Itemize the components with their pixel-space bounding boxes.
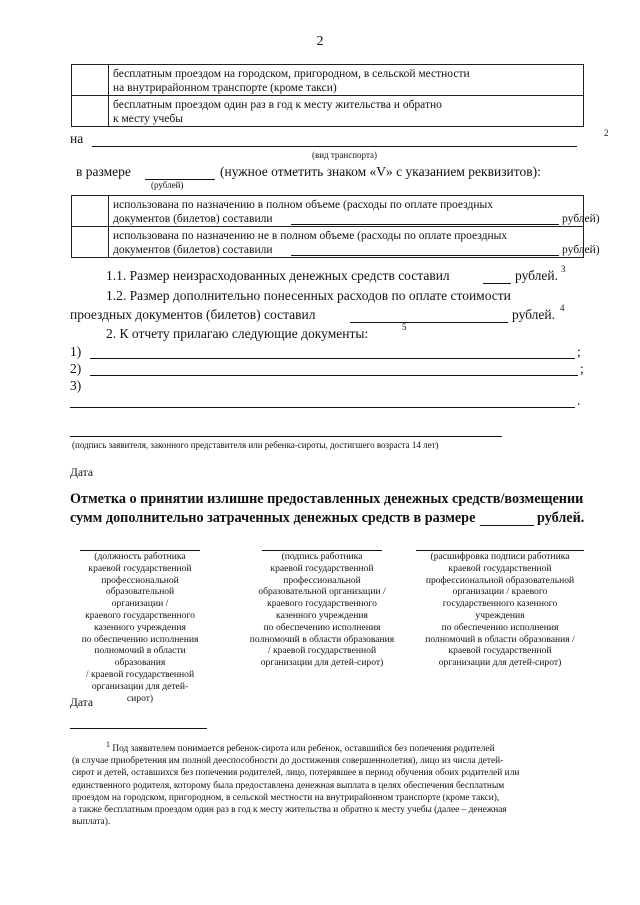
footnote-ref: 4 (560, 303, 565, 313)
paragraph-2: 2. К отчету прилагаю следующие документы: (106, 326, 369, 341)
col-line: полномочий в области образования (94, 645, 186, 669)
employee-signature-block (242, 550, 402, 669)
option-text (109, 96, 584, 127)
transport-options-table (71, 64, 584, 127)
col-line: краевого государственного (85, 609, 195, 621)
footnote-line: единственного родителя, которому была предоставлена денежная выплата в целях обеспечения бесплатным (72, 780, 505, 791)
additional-amount-field[interactable] (350, 322, 508, 323)
checkbox-cell[interactable] (72, 227, 109, 258)
doc-field-1[interactable] (90, 358, 575, 359)
footnote-line: сирот и детей, оставшихся без попечения родителей, лицо, потерявшее в период обучения обоих родителей или (72, 768, 520, 779)
acceptance-line1: Отметка о принятии излишне предоставленных денежных средств/возмещении (70, 491, 584, 507)
col-line: по обеспечению исполнения (441, 621, 559, 633)
option-text (109, 65, 584, 96)
col-line: полномочий в области образования (249, 633, 395, 645)
col-line: казенного учреждения (94, 621, 186, 633)
option-line: использована по назначению в полном объеме (расходы по оплате проездных (113, 199, 493, 211)
unit-label: рублей) (562, 244, 600, 256)
col-line: образовательной организации / (105, 586, 175, 610)
col-line: краевой государственной (448, 562, 552, 574)
unit-label: рублей. (537, 510, 585, 526)
checkbox-cell[interactable] (72, 65, 109, 96)
col-line: профессиональной образовательной (425, 574, 575, 586)
footnote-ref: 2 (604, 128, 609, 138)
col-line: государственного казенного (442, 598, 558, 610)
option-line-text: документов (билетов) составили (113, 213, 273, 225)
option-line: на внутрирайонном транспорте (кроме такси) (113, 82, 337, 94)
table-row (72, 96, 584, 127)
col-line: профессиональной (101, 574, 179, 586)
paragraph-1-2-line1: 1.2. Размер дополнительно понесенных расходов по оплате стоимости (106, 288, 511, 303)
footnote-line: (в случае приобретения им полной дееспособности до достижения совершеннолетия), лицо из числа детей- (72, 756, 504, 767)
unit-label: рублей. (512, 307, 556, 322)
acceptance-amount-field[interactable] (480, 525, 534, 526)
expense-field[interactable] (291, 224, 559, 225)
option-line-2 (113, 212, 600, 226)
doc-field-3[interactable] (70, 407, 575, 408)
unit-label: рублей. (515, 268, 559, 283)
acceptance-line2: сумм дополнительно затраченных денежных средств в размере (70, 510, 476, 526)
doc-list-end: . (577, 393, 581, 408)
paragraph-1-1: 1.1. Размер неизрасходованных денежных средств составил (106, 268, 450, 283)
col-line: казенного учреждения (276, 609, 368, 621)
col-line: организации для детей-сирот) (91, 680, 189, 704)
doc-item-end: ; (577, 344, 581, 359)
unspent-amount-field[interactable] (483, 283, 511, 284)
col-line: образовательной организации / (258, 586, 386, 598)
col-line: по обеспечению исполнения (263, 621, 381, 633)
transport-prefix: на (70, 131, 84, 146)
option-text (109, 227, 600, 258)
option-line: к месту учебы (113, 113, 183, 125)
col-line: (должность работника (80, 550, 200, 563)
option-line: бесплатным проездом на городском, пригородном, в сельской местности (113, 68, 470, 80)
page-number: 2 (316, 34, 324, 49)
table-row (72, 65, 584, 96)
employee-name-block (416, 550, 584, 669)
option-line-2 (113, 243, 600, 257)
transport-caption: (вид транспорта) (312, 150, 377, 160)
footnote-ref: 3 (561, 264, 566, 274)
footnote-1 (72, 739, 590, 828)
option-line-text: документов (билетов) составили (113, 244, 273, 256)
footnote-line: выплата). (72, 817, 111, 828)
footnote-line: проездом на городском, пригородном, в сельской местности на внутрирайонном транспорте (кроме такси), (72, 792, 500, 803)
col-line: полномочий в области образования / (425, 633, 575, 645)
unit-label: рублей) (562, 213, 600, 225)
doc-item-number: 3) (70, 378, 82, 393)
footnote-line (72, 739, 590, 755)
option-line: бесплатным проездом один раз в год к месту жительства и обратно (113, 99, 442, 111)
footnote-line: а также бесплатным проездом один раз в год к месту жительства и обратно к месту учебы (далее – денежная (72, 805, 507, 816)
transport-field[interactable] (92, 146, 577, 147)
col-line: (расшифровка подписи работника (416, 550, 584, 563)
col-line: краевой государственной (270, 562, 374, 574)
footnote-separator (70, 728, 207, 729)
option-text (109, 196, 600, 227)
doc-item-end: ; (580, 361, 584, 376)
footnote-ref: 5 (402, 322, 407, 332)
col-line: организации для детей-сирот) (260, 657, 384, 669)
col-line: / краевой государственной (85, 668, 195, 680)
col-line: краевой государственной (448, 645, 552, 657)
col-line: по обеспечению исполнения (81, 633, 199, 645)
col-line: краевой государственной (88, 562, 192, 574)
col-line: краевого государственного (267, 598, 377, 610)
amount-prefix: в размере (76, 164, 131, 179)
amount-caption: (рублей) (151, 180, 184, 190)
amount-suffix: (нужное отметить знаком «V» с указанием реквизитов): (220, 164, 541, 179)
checkbox-cell[interactable] (72, 196, 109, 227)
checkbox-cell[interactable] (72, 96, 109, 127)
applicant-signature-line[interactable] (70, 436, 502, 437)
col-line: / краевой государственной (267, 645, 377, 657)
date-label: Дата (70, 467, 93, 479)
col-line: организации / краевого (452, 586, 548, 598)
footnote-marker: 1 (106, 739, 110, 749)
table-row (72, 227, 584, 258)
table-row (72, 196, 584, 227)
doc-item-number: 1) (70, 344, 82, 359)
option-line: использована по назначению не в полном объеме (расходы по оплате проездных (113, 230, 508, 242)
paragraph-1-2-line2: проездных документов (билетов) составил (70, 307, 316, 322)
expense-field[interactable] (291, 255, 559, 256)
doc-item-number: 2) (70, 361, 82, 376)
col-line: профессиональной (283, 574, 361, 586)
signature-caption: (подпись заявителя, законного представителя или ребенка-сироты, достигшего возраста 14 лет) (72, 440, 439, 450)
date-label: Дата (70, 697, 93, 709)
doc-field-2[interactable] (90, 375, 578, 376)
employee-position-block (80, 550, 200, 704)
usage-options-table (71, 195, 600, 258)
footnote-text: Под заявителем понимается ребенок-сирота или ребенок, оставшийся без попечения родителей (112, 744, 495, 754)
col-line: организации для детей-сирот) (438, 657, 562, 669)
col-line: (подпись работника (262, 550, 382, 563)
col-line: учреждения (475, 609, 525, 621)
